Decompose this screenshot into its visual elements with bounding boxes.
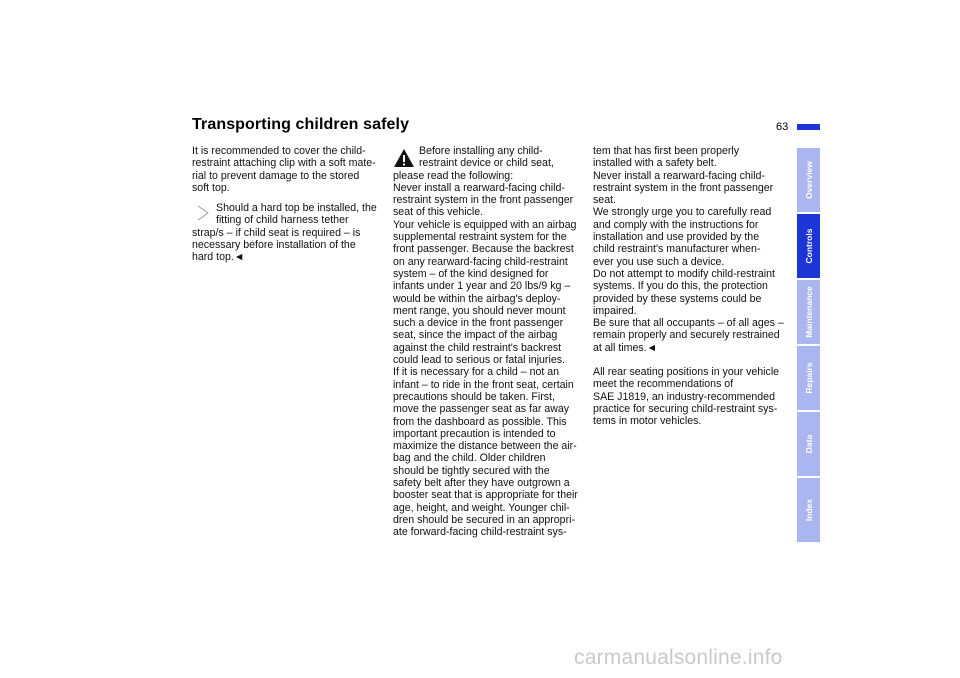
tab-index[interactable]: [797, 478, 820, 542]
tab-label: Controls: [803, 228, 814, 264]
paragraph-soft-top: It is recommended to cover the child- restraint attaching clip with a soft mate- rial to prevent damage to the stored soft top.: [192, 145, 376, 194]
tab-label: Data: [803, 434, 814, 454]
tab-label: Index: [803, 498, 814, 522]
warning-text-intro: Before installing any child- restraint device or child seat,: [419, 145, 554, 170]
text-column-1: [192, 145, 388, 264]
paragraph-spacer: [593, 354, 788, 366]
tab-label: Overview: [803, 161, 814, 199]
tab-overview[interactable]: [797, 148, 820, 212]
note-text-body: strap/s – if child seat is required – is necessary before installation of the hard top.◄: [192, 226, 361, 264]
tab-label: Maintenance: [803, 286, 814, 338]
tab-controls[interactable]: [797, 214, 820, 278]
warning-text-body: please read the following: Never install a rearward-facing child- restraint system in the front passenger seat of this vehicle. Your vehicle is equipped with an airbag supplemental restraint system for the front passenger. Because the backrest on any rearward-facing child-restraint system – of the kind designed for infants under 1 year and 20 lbs/9 kg – would be within the airbag's deploy- ment range, you should never mount such a device in the front passenger seat, since the impact of the airbag against the child restraint's backrest could lead to serious or fatal injuries. If it is necessary for a child – not an infant – to ride in the front seat, certain precautions should be taken. First, move the passenger seat as far away from the dashboard as possible. This important precaution is intended to maximize the distance between the air- bag and the child. Older children should be tightly secured with the safety belt after they have outgrown a booster seat that is appropriate for their age, height, and weight. Younger chil- dren should be secured in an appropri- ate forward-facing child-restraint sys-: [393, 169, 578, 539]
tab-label: Repairs: [803, 362, 814, 394]
section-tabs: [797, 148, 820, 544]
text-column-2: [393, 145, 588, 539]
page-title: Transporting children safely: [192, 116, 410, 133]
warning-child-restraint: [393, 145, 588, 539]
paragraph-rear-seating: All rear seating positions in your vehicle meet the recommendations of SAE J1819, an industry-recommended practice for securing child-restraint sys- tems in motor vehicles.: [593, 366, 780, 428]
note-text-intro: Should a hard top be installed, the fitting of child harness tether: [216, 202, 377, 227]
watermark-text: carmanualsonline.info: [574, 646, 783, 669]
note-hard-top: [192, 202, 388, 263]
page-number: 63: [776, 121, 789, 133]
tab-maintenance[interactable]: [797, 280, 820, 344]
text-column-3: [593, 145, 788, 428]
tab-repairs[interactable]: [797, 346, 820, 410]
tab-data[interactable]: [797, 412, 820, 476]
warning-triangle-icon: [393, 147, 415, 169]
page-marker-bar: [797, 124, 820, 130]
paragraph-restraint-continued: tem that has first been properly installed with a safety belt. Never install a rearward-facing child- restraint system in the front passenger seat. We strongly urge you to carefully read and comply with the instructions for installation and use provided by the child restraint's manufacturer when- ever you use such a device. Do not attempt to modify child-restraint systems. If you do this, the protection provided by these systems could be impaired. Be sure that all occupants – of all ages – remain properly and securely restrained at all times.◄: [593, 145, 784, 354]
note-arrow-icon: [192, 202, 214, 224]
